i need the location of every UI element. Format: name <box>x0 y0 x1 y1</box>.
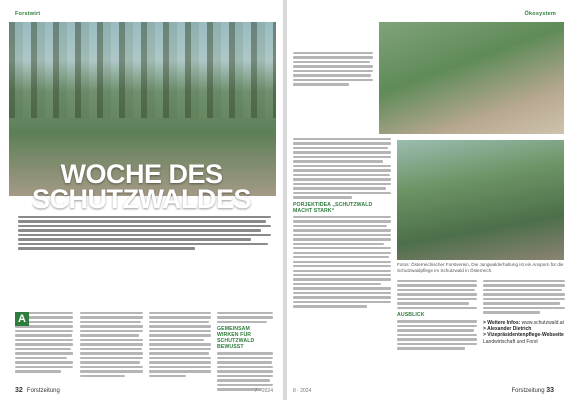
info-item: > Weitere Infos: www.schutzwald.at <box>483 320 564 326</box>
info-box <box>483 320 565 345</box>
body-subhead-2: AUSBLICK <box>397 312 425 319</box>
footer-issue: 7 · 2024 <box>254 388 273 394</box>
right-body-column-2 <box>397 280 477 352</box>
right-body-column-1 <box>293 138 391 310</box>
page-footer-left <box>15 387 60 394</box>
headline-line-2: SCHUTZWALDES <box>32 184 251 214</box>
info-item: > Alexander Dietrich <box>483 326 532 333</box>
section-kicker: Ökosystem <box>524 11 556 17</box>
forest-backdrop <box>9 22 276 118</box>
page-number: 32 <box>15 387 23 394</box>
drop-cap: A <box>15 312 29 326</box>
article-intro <box>18 216 271 252</box>
page-number: 33 <box>546 387 554 394</box>
body-column-4 <box>217 312 273 393</box>
info-item: > Vizepräsidentenpflege-Webseite Landwirtschaft und Forst <box>483 332 564 345</box>
right-page <box>287 0 570 400</box>
section-kicker: Forstwirt <box>15 11 41 17</box>
article-headline <box>0 159 283 214</box>
footer-issue: 8 · 2024 <box>293 388 312 394</box>
photo-caption: Fotos: Österreichischer Forstverein, Die Jungwalderhaltung ist ein Ansporn für die Schutzwaldpflege im Schutzwald in Österreich. <box>397 262 564 273</box>
page-footer-right <box>512 387 558 394</box>
body-subhead: PORJEKTIDEA „SCHUTZWALD MACHT STARK“ <box>293 201 373 214</box>
body-column-2 <box>80 312 143 379</box>
publication-name: Forstzeitung <box>26 388 60 394</box>
left-page <box>0 0 283 400</box>
intro-text-block <box>293 52 373 88</box>
children-planting-photo <box>379 22 564 134</box>
body-column-3 <box>149 312 211 379</box>
forest-group-photo <box>397 140 564 260</box>
publication-name: Forstzeitung <box>511 388 545 394</box>
body-column-1 <box>15 312 73 375</box>
headline-line-1: WOCHE DES <box>60 159 223 189</box>
right-body-column-3 <box>483 280 565 316</box>
body-subhead: GEMEINSAM WIRKEN FÜR SCHUTZWALD BEWUSST <box>217 326 255 351</box>
